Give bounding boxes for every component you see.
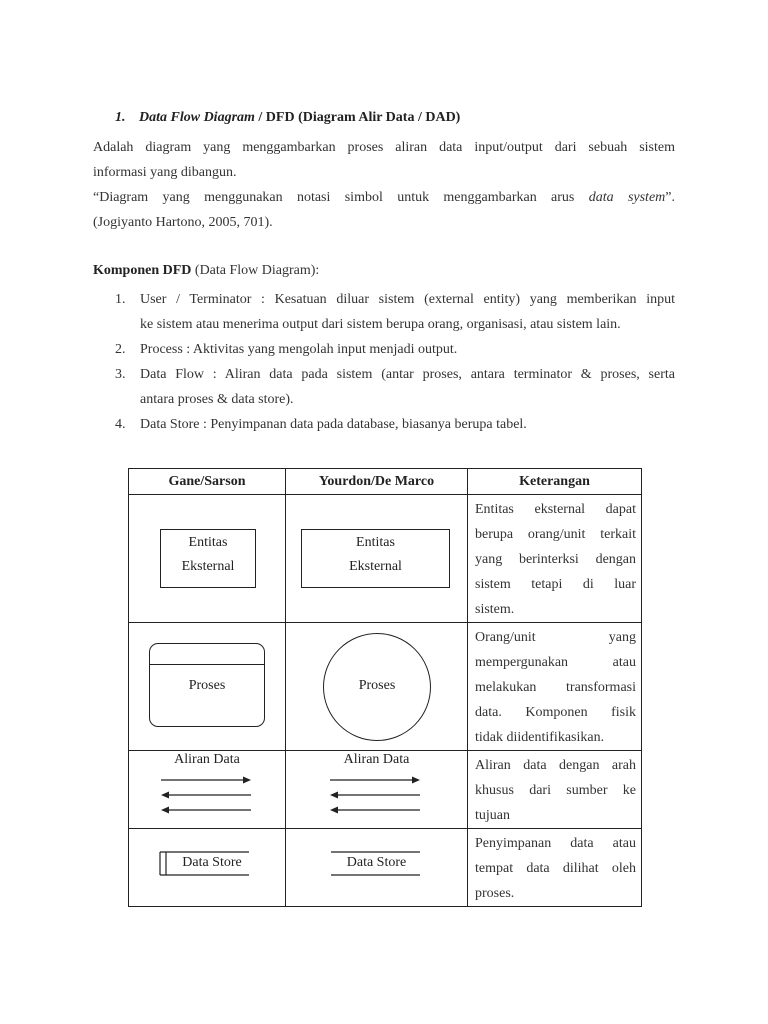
- cell-yd-store: [286, 829, 468, 907]
- entity-label-line-1: Entitas: [188, 535, 228, 550]
- desc-line: tidak diidentifikasikan.: [475, 730, 605, 745]
- list-item-line-1: Process : Aktivitas yang mengolah input menjadi output.: [140, 342, 458, 357]
- header-gane-sarson: Gane/Sarson: [129, 469, 286, 495]
- list-item: [115, 287, 675, 337]
- table-row-process: [129, 623, 642, 751]
- table-header-row: [129, 469, 642, 495]
- store-description: [468, 829, 641, 906]
- desc-line: mempergunakan atau: [475, 655, 636, 670]
- list-item-line-2: antara proses & data store).: [140, 392, 294, 407]
- quote-text: “Diagram yang menggunakan notasi simbol untuk menggambarkan arus: [93, 190, 589, 205]
- process-divider-line: [150, 664, 264, 665]
- quote-line-1: [93, 185, 675, 210]
- table-row-store: [129, 829, 642, 907]
- desc-line: sistem tetapi di luar: [475, 577, 636, 592]
- circle-process-symbol: [323, 633, 431, 741]
- entity-label-line-2: Eksternal: [181, 559, 235, 574]
- cell-yd-process: [286, 623, 468, 751]
- components-title-bold: Komponen DFD: [93, 263, 192, 278]
- data-store-label: Data Store: [346, 855, 407, 870]
- desc-line: sistem.: [475, 602, 515, 617]
- flow-description: [468, 751, 641, 828]
- header-keterangan: Keterangan: [468, 469, 642, 495]
- desc-line: berupa orang/unit terkait: [475, 527, 636, 542]
- quote-italic: data system: [588, 190, 666, 205]
- flow-label: Aliran Data: [174, 752, 240, 767]
- definition-paragraph: [93, 135, 675, 185]
- components-title: [93, 263, 319, 279]
- list-item-number: 1.: [115, 292, 126, 307]
- components-list: [115, 287, 675, 437]
- desc-line: Aliran data dengan arah: [475, 758, 636, 773]
- entity-label-line-2: Eksternal: [349, 559, 402, 574]
- rounded-process-symbol: [149, 643, 265, 727]
- cell-gs-store: [129, 829, 286, 907]
- cell-yd-flow: [286, 751, 468, 829]
- quote-citation: (Jogiyanto Hartono, 2005, 701).: [93, 215, 273, 230]
- header-yourdon-demarco: Yourdon/De Marco: [286, 469, 468, 495]
- section-title-italic: Data Flow Diagram: [139, 110, 255, 125]
- dfd-notation-table: [128, 468, 642, 907]
- section-number: 1.: [115, 110, 126, 125]
- flow-arrows-icon: [286, 751, 467, 827]
- desc-line: khusus dari sumber ke: [475, 783, 636, 798]
- process-label: Proses: [358, 678, 396, 693]
- list-item: [115, 337, 675, 362]
- quote-end: ”.: [665, 190, 675, 205]
- list-item-line-1: Data Store : Penyimpanan data pada database, biasanya berupa tabel.: [140, 417, 527, 432]
- flow-arrows-icon: [129, 751, 285, 827]
- desc-line: Orang/unit yang: [475, 630, 636, 645]
- desc-line: tujuan: [475, 808, 510, 823]
- section-title-rest: / DFD (Diagram Alir Data / DAD): [254, 110, 461, 125]
- desc-line: Entitas eksternal dapat: [475, 502, 636, 517]
- cell-yd-entity: [286, 495, 468, 623]
- data-store-label: Data Store: [182, 855, 242, 870]
- process-label: Proses: [188, 678, 226, 693]
- list-item-line-1: Data Flow : Aliran data pada sistem (antar proses, antara terminator & proses, serta: [140, 367, 675, 382]
- cell-gs-flow: [129, 751, 286, 829]
- entity-description: [468, 495, 641, 622]
- cell-desc-store: [468, 829, 642, 907]
- table-row-entity: [129, 495, 642, 623]
- cell-desc-process: [468, 623, 642, 751]
- list-item: [115, 412, 675, 437]
- list-item-number: 4.: [115, 417, 126, 432]
- desc-line: proses.: [475, 886, 515, 901]
- list-item-number: 3.: [115, 367, 126, 382]
- quote-paragraph: [93, 185, 675, 235]
- cell-gs-entity: [129, 495, 286, 623]
- desc-line: Penyimpanan data atau: [475, 836, 636, 851]
- desc-line: yang berinterksi dengan: [475, 552, 636, 567]
- external-entity-symbol: [301, 529, 450, 588]
- section-heading: [115, 110, 460, 126]
- list-item-line-1: User / Terminator : Kesatuan diluar sistem (external entity) yang memberikan input: [140, 292, 675, 307]
- desc-line: melakukan transformasi: [475, 680, 636, 695]
- list-item-number: 2.: [115, 342, 126, 357]
- definition-line-2: informasi yang dibangun.: [93, 165, 237, 180]
- definition-line-1: Adalah diagram yang menggambarkan proses aliran data input/output dari sebuah sistem: [93, 140, 675, 155]
- cell-desc-flow: [468, 751, 642, 829]
- cell-gs-process: [129, 623, 286, 751]
- entity-label-line-1: Entitas: [356, 535, 395, 550]
- table-row-flow: [129, 751, 642, 829]
- desc-line: tempat data dilihat oleh: [475, 861, 636, 876]
- flow-label: Aliran Data: [343, 752, 410, 767]
- desc-line: data. Komponen fisik: [475, 705, 636, 720]
- components-title-rest: (Data Flow Diagram):: [191, 263, 320, 278]
- list-item: [115, 362, 675, 412]
- list-item-line-2: ke sistem atau menerima output dari sistem berupa orang, organisasi, atau sistem lain.: [140, 317, 621, 332]
- external-entity-symbol: [160, 529, 256, 588]
- cell-desc-entity: [468, 495, 642, 623]
- process-description: [468, 623, 641, 750]
